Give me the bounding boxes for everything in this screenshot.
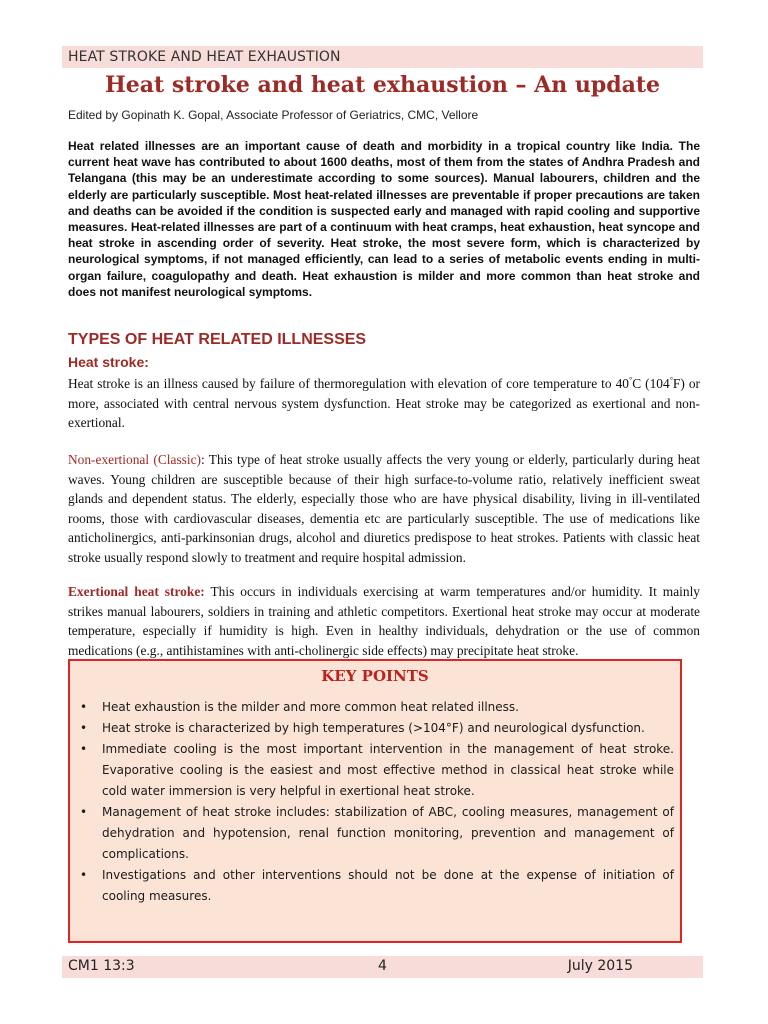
exertional-paragraph (68, 582, 700, 660)
non-exertional-text: : This type of heat stroke usually affects the very young or elderly, particularly during heat waves. Young children are susceptible because of their high surface-to-volume ratio, relatively inefficient sweat glands and dependent status. The elderly, especially those who are have physical disability, living in ill-ventilated rooms, those with cardiovascular diseases, dementia etc are particularly susceptible. The use of medications like anticholinergics, anti-parkinsonian drugs, alcohol and diuretics predispose to heat strokes. Patients with classic heat stroke usually respond slowly to treatment and require hospital admission. (68, 452, 700, 565)
bullet-icon: • (80, 805, 88, 819)
non-exertional-lead: Non-exertional (Classic) (68, 452, 201, 467)
bullet-icon: • (80, 700, 88, 714)
heat-stroke-text-3: F) or more, associated with central nervous system dysfunction. Heat stroke may be categorized as exertional and non-exertional. (68, 376, 700, 430)
key-point-text: Heat stroke is characterized by high temperatures (>104°F) and neurological dysfunction. (102, 721, 645, 735)
key-point-text: Management of heat stroke includes: stabilization of ABC, cooling measures, management of dehydration and hypotension, renal function monitoring, prevention and management of complications. (102, 805, 674, 861)
key-point-item (78, 739, 674, 802)
heat-stroke-text-2: C (104 (632, 376, 670, 391)
issue-date: July 2015 (567, 958, 633, 974)
degree-symbol: ° (669, 375, 673, 385)
running-header (62, 46, 703, 68)
key-point-text: Heat exhaustion is the milder and more common heat related illness. (102, 700, 519, 714)
page-footer (62, 956, 703, 978)
non-exertional-paragraph (68, 450, 700, 567)
key-points-list (78, 697, 674, 907)
heat-stroke-text-1: Heat stroke is an illness caused by failure of thermoregulation with elevation of core temperature to 40 (68, 376, 629, 391)
heat-stroke-subheading: Heat stroke: (68, 354, 149, 370)
page-title: Heat stroke and heat exhaustion – An update (104, 72, 661, 98)
journal-issue: CM1 13:3 (68, 958, 135, 974)
bullet-icon: • (80, 721, 88, 735)
page-number: 4 (378, 958, 387, 974)
exertional-text: This occurs in individuals exercising at warm temperatures and/or humidity. It mainly strikes manual labourers, soldiers in training and athletic competitors. Exertional heat stroke may occur at moderate temperature, especially if humidity is high. Even in healthy individuals, dehydration or the use of common medications (e.g., antihistamines with anti-cholinergic side effects) may precipitate heat stroke. (68, 584, 700, 658)
key-point-item (78, 718, 674, 739)
section-heading: TYPES OF HEAT RELATED ILLNESSES (68, 331, 367, 348)
key-points-box (68, 659, 682, 943)
bullet-icon: • (80, 742, 88, 756)
heat-stroke-paragraph (68, 374, 700, 433)
key-point-text: Immediate cooling is the most important intervention in the management of heat stroke. Evaporative cooling is the easiest and most effective method in classical heat stroke while cold water immersion is very helpful in exertional heat stroke. (102, 742, 674, 798)
bullet-icon: • (80, 868, 88, 882)
key-point-item (78, 697, 674, 718)
degree-symbol: ° (629, 375, 633, 385)
key-point-text: Investigations and other interventions should not be done at the expense of initiation of cooling measures. (102, 868, 674, 903)
key-points-title: KEY POINTS (321, 667, 429, 685)
intro-paragraph: Heat related illnesses are an important cause of death and morbidity in a tropical country like India. The current heat wave has contributed to about 1600 deaths, most of them from the states of Andhra Pradesh and Telangana (this may be an underestimate according to some sources). Manual labourers, children and the elderly are particularly susceptible. Most heat-related illnesses are preventable if proper precautions are taken and deaths can be avoided if the condition is suspected early and managed with rapid cooling and supportive measures. Heat-related illnesses are part of a continuum with heat cramps, heat exhaustion, heat syncope and heat stroke in ascending order of severity. Heat stroke, the most severe form, which is characterized by neurological symptoms, if not managed efficiently, can lead to a series of metabolic events ending in multi-organ failure, coagulopathy and death. Heat exhaustion is milder and more common than heat stroke and does not manifest neurological symptoms. (68, 139, 700, 299)
editor-credit: Edited by Gopinath K. Gopal, Associate Professor of Geriatrics, CMC, Vellore (68, 108, 479, 122)
running-header-title: HEAT STROKE AND HEAT EXHAUSTION (68, 49, 341, 65)
key-point-item (78, 865, 674, 907)
exertional-lead: Exertional heat stroke: (68, 584, 205, 599)
key-point-item (78, 802, 674, 865)
